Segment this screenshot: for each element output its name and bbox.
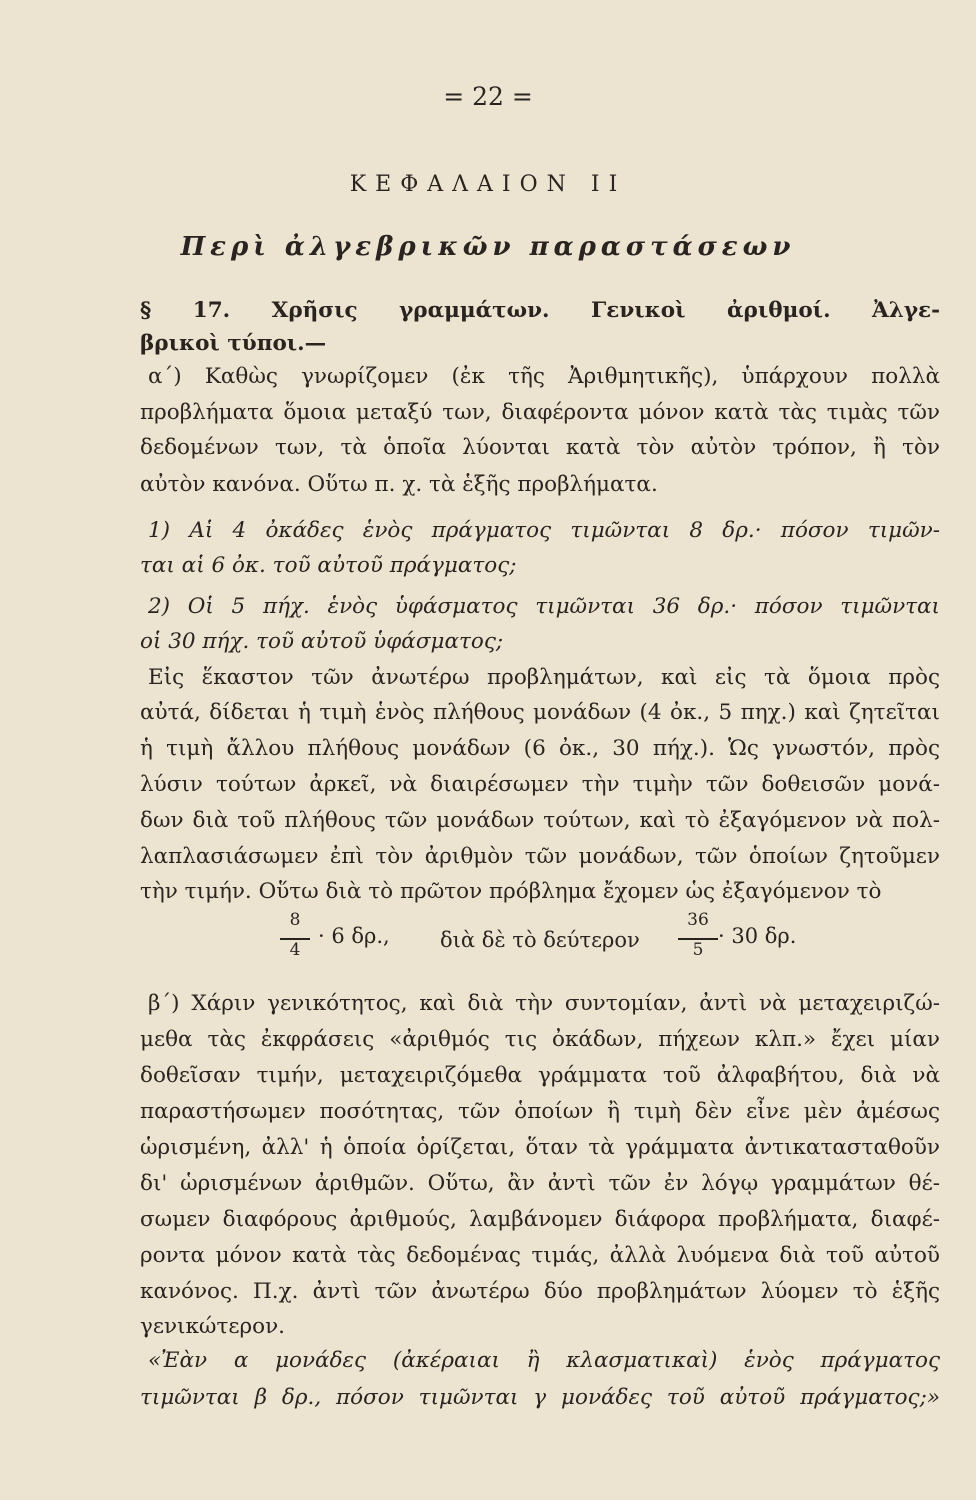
chapter-title: ΚΕΦΑΛΑΙΟΝ ΙΙ bbox=[349, 172, 627, 197]
paragraph-line: κανόνος. Π.χ. ἀντὶ τῶν ἀνωτέρω δύο προβλημάτων λύομεν τὸ ἑξῆς bbox=[140, 1279, 940, 1304]
paragraph-line: λαπλασιάσωμεν ἐπὶ τὸν ἀριθμὸν τῶν μονάδων, τῶν ὁποίων ζητοῦμεν bbox=[140, 844, 940, 869]
paragraph-line: αὐτὸν κανόνα. Οὕτω π. χ. τὰ ἑξῆς προβλήματα. bbox=[140, 472, 658, 497]
quote-line: «Ἐὰν α μονάδες (ἀκέραιαι ἢ κλασματικαὶ) ἑνὸς πράγματος bbox=[148, 1348, 940, 1373]
paragraph-line: δοθεῖσαν τιμήν, μεταχειριζόμεθα γράμματα τοῦ ἀλφαβήτου, διὰ νὰ bbox=[140, 1063, 940, 1088]
paragraph-line: τὴν τιμήν. Οὕτω διὰ τὸ πρῶτον πρόβλημα ἔχομεν ὡς ἐξαγόμενον τὸ bbox=[140, 879, 882, 904]
fraction-numerator: 8 bbox=[289, 910, 301, 930]
problem-line: 1) Αἱ 4 ὀκάδες ἑνὸς πράγματος τιμῶνται 8 δρ.· πόσον τιμῶν- bbox=[148, 518, 940, 543]
fraction-numerator: 36 bbox=[687, 910, 709, 930]
formula-connector: διὰ δὲ τὸ δεύτερον bbox=[440, 928, 640, 952]
formula-tail: · 6 δρ., bbox=[318, 924, 390, 948]
paragraph-line: ὡρισμένη, ἀλλ' ἡ ὁποία ὁρίζεται, ὅταν τὰ γράμματα ἀντικατασταθοῦν bbox=[140, 1135, 940, 1160]
paragraph-line: σωμεν διαφόρους ἀριθμούς, λαμβάνομεν διάφορα προβλήματα, διαφέ- bbox=[140, 1207, 940, 1232]
page-number: = 22 = bbox=[443, 82, 533, 111]
formula-tail: · 30 δρ. bbox=[718, 924, 797, 948]
paragraph-line: μεθα τὰς ἐκφράσεις «ἀριθμός τις ὀκάδων, πήχεων κλπ.» ἔχει μίαν bbox=[140, 1027, 940, 1052]
paragraph-line: Εἰς ἕκαστον τῶν ἀνωτέρω προβλημάτων, καὶ εἰς τὰ ὅμοια πρὸς bbox=[148, 665, 940, 690]
quote-line: τιμῶνται β δρ., πόσον τιμῶνται γ μονάδες τοῦ αὐτοῦ πράγματος;» bbox=[140, 1385, 940, 1410]
section-heading-line: βρικοὶ τύποι.— bbox=[140, 331, 327, 356]
paragraph-line: προβλήματα ὅμοια μεταξύ των, διαφέροντα μόνον κατὰ τὰς τιμὰς τῶν bbox=[140, 400, 940, 425]
section-heading-line: § 17. Χρῆσις γραμμάτων. Γενικοὶ ἀριθμοί. Ἀλγε- bbox=[140, 298, 940, 323]
paragraph-line: αὐτά, δίδεται ἡ τιμὴ ἑνὸς πλήθους μονάδων (4 ὀκ., 5 πηχ.) καὶ ζητεῖται bbox=[140, 700, 940, 725]
paragraph-line: β΄) Χάριν γενικότητος, καὶ διὰ τὴν συντομίαν, ἀντὶ νὰ μεταχειριζώ- bbox=[148, 991, 940, 1016]
paragraph-line: γενικώτερον. bbox=[140, 1314, 285, 1339]
paragraph-line: λύσιν τούτων ἀρκεῖ, νὰ διαιρέσωμεν τὴν τιμὴν τῶν δοθεισῶν μονά- bbox=[140, 772, 940, 797]
paragraph-line: δι' ὡρισμένων ἀριθμῶν. Οὕτω, ἂν ἀντὶ τῶν ἐν λόγῳ γραμμάτων θέ- bbox=[140, 1171, 940, 1196]
paragraph-line: δεδομένων των, τὰ ὁποῖα λύονται κατὰ τὸν αὐτὸν τρόπον, ἢ τὸν bbox=[140, 435, 940, 460]
problem-line: 2) Οἱ 5 πήχ. ἑνὸς ὑφάσματος τιμῶνται 36 δρ.· πόσον τιμῶνται bbox=[148, 594, 940, 619]
paragraph-line: παραστήσωμεν ποσότητας, τῶν ὁποίων ἢ τιμὴ δὲν εἶνε μὲν ἀμέσως bbox=[140, 1099, 940, 1124]
problem-line: οἱ 30 πήχ. τοῦ αὐτοῦ ὑφάσματος; bbox=[140, 629, 504, 654]
paragraph-line: α΄) Καθὼς γνωρίζομεν (ἐκ τῆς Ἀριθμητικῆς), ὑπάρχουν πολλὰ bbox=[148, 364, 940, 389]
chapter-subtitle: Περὶ ἀλγεβρικῶν παραστάσεων bbox=[180, 232, 796, 262]
fraction-denominator: 4 bbox=[289, 940, 301, 960]
problem-line: ται αἱ 6 ὀκ. τοῦ αὐτοῦ πράγματος; bbox=[140, 553, 517, 578]
paragraph-line: δων διὰ τοῦ πλήθους τῶν μονάδων τούτων, καὶ τὸ ἐξαγόμενον νὰ πολ- bbox=[140, 808, 940, 833]
fraction-denominator: 5 bbox=[692, 940, 704, 960]
paragraph-line: ροντα μόνον κατὰ τὰς δεδομένας τιμάς, ἀλλὰ λυόμενα διὰ τοῦ αὐτοῦ bbox=[140, 1243, 940, 1268]
paragraph-line: ἡ τιμὴ ἄλλου πλήθους μονάδων (6 ὀκ., 30 πήχ.). Ὡς γνωστόν, πρὸς bbox=[140, 736, 940, 761]
